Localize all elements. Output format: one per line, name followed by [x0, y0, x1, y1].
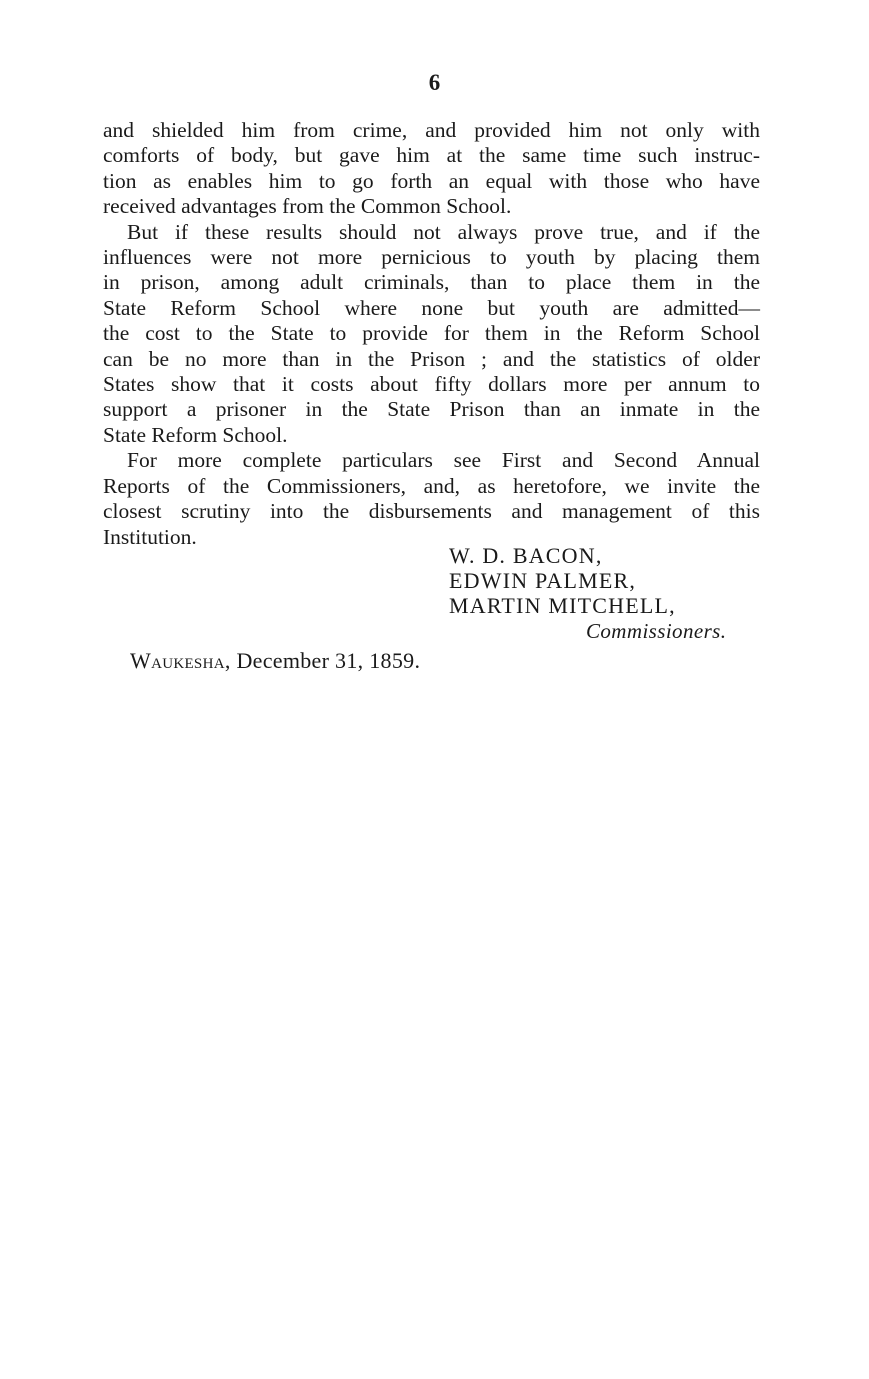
signatory-name: EDWIN PALMER, [449, 568, 637, 593]
text-line: the cost to the State to provide for them in the Reform School [103, 321, 760, 346]
text-line: For more complete particulars see First and Second Annual [127, 448, 760, 473]
text-line: tion as enables him to go forth an equal with those who have [103, 168, 760, 193]
text-line: received advantages from the Common School. [103, 194, 512, 219]
text-line: But if these results should not always prove true, and if the [127, 219, 760, 244]
text-line: State Reform School where none but youth are admitted— [103, 295, 760, 320]
text-line: in prison, among adult criminals, than to place them in the [103, 270, 760, 295]
page-number: 6 [428, 70, 441, 95]
text-line: State Reform School. [103, 422, 288, 447]
text-line: can be no more than in the Prison ; and the statistics of older [103, 346, 760, 371]
signatory-name: MARTIN MITCHELL, [449, 593, 676, 618]
dateline [130, 648, 420, 674]
signatory-title: Commissioners. [586, 619, 727, 643]
dateline-date: December 31, 1859. [236, 648, 421, 673]
text-line: Reports of the Commissioners, and, as heretofore, we invite the [103, 473, 760, 498]
text-line: closest scrutiny into the disbursements and management of this [103, 499, 760, 524]
signatory-name: W. D. BACON, [449, 543, 603, 568]
body-text [103, 118, 760, 550]
text-line: States show that it costs about fifty dollars more per annum to [103, 372, 760, 397]
text-line: support a prisoner in the State Prison than an inmate in the [103, 397, 760, 422]
dateline-place: Waukesha, [130, 648, 231, 673]
text-line: influences were not more pernicious to youth by placing them [103, 245, 760, 270]
text-line: and shielded him from crime, and provided him not only with [103, 118, 760, 142]
text-line: Institution. [103, 524, 197, 549]
text-line: comforts of body, but gave him at the same time such instruc- [103, 143, 760, 168]
